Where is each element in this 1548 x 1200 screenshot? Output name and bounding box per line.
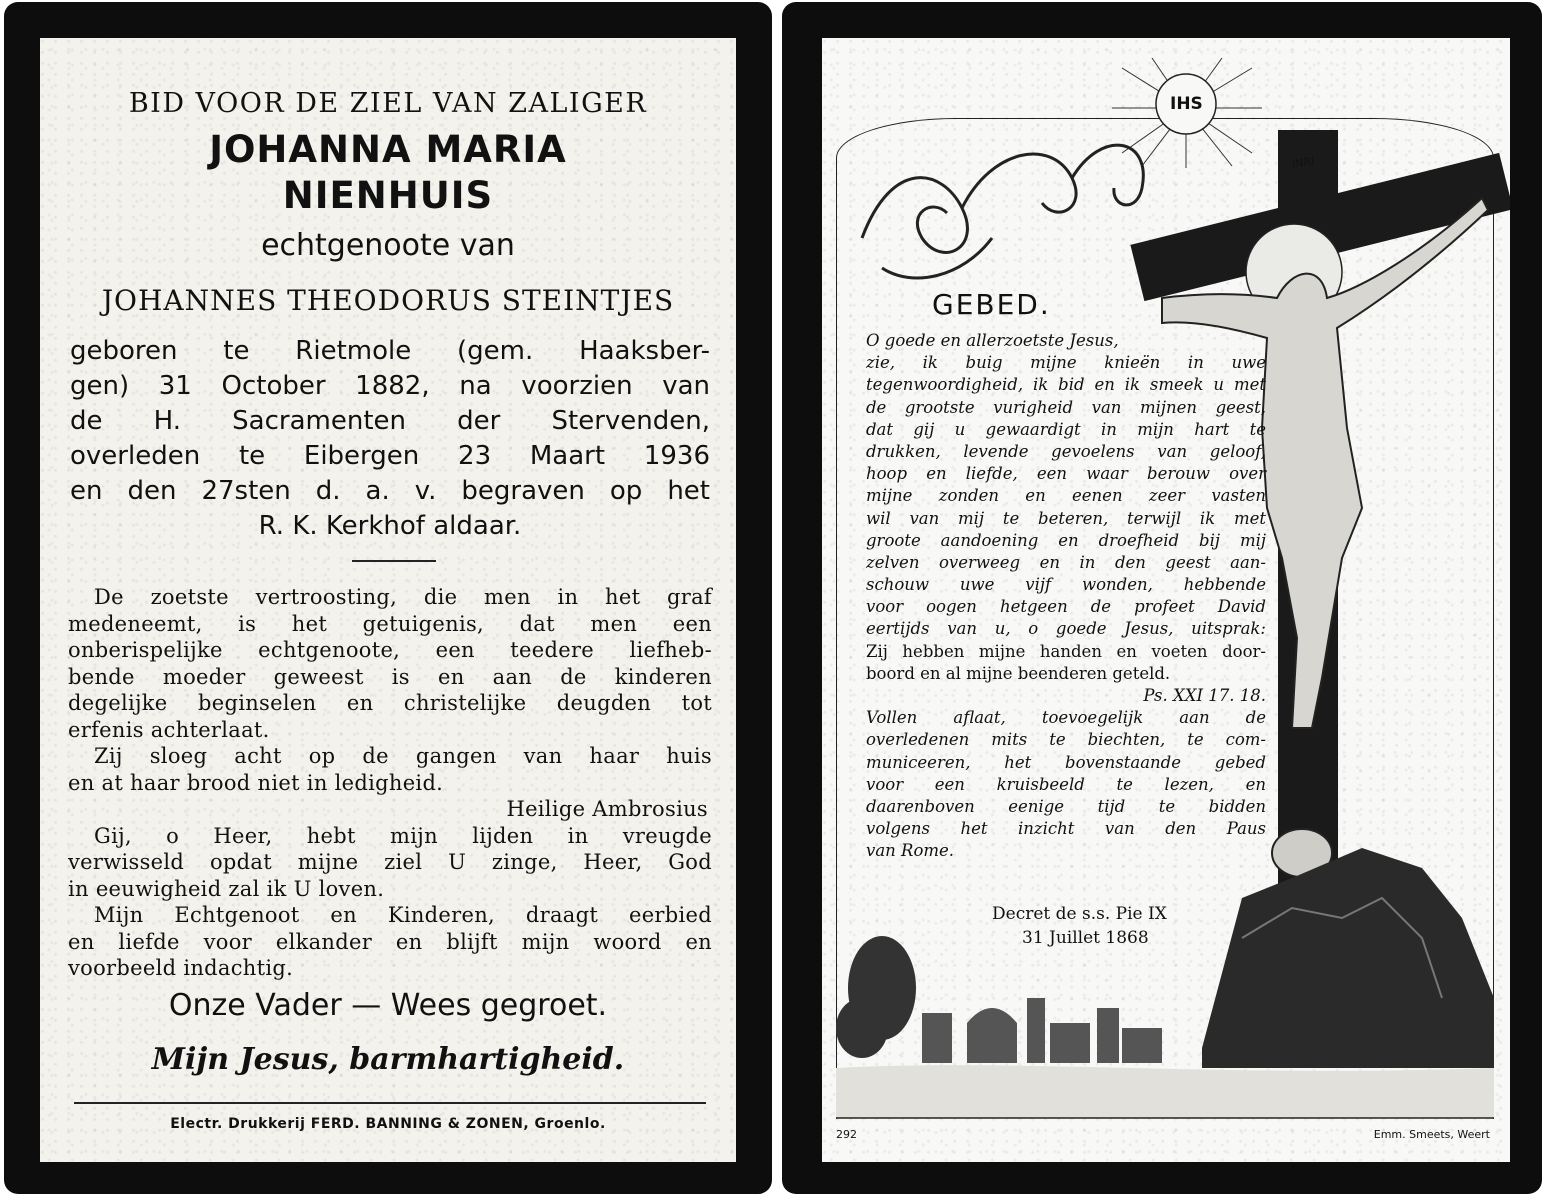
closing-prayer: Onze Vader — Wees gegroet. xyxy=(168,988,608,1023)
deceased-name-line1: JOHANNA MARIA xyxy=(209,128,567,171)
prayer-line: mijne zonden en eenen zeer vasten xyxy=(866,486,1266,506)
verse-line: bende moeder geweest is en aan de kinderen xyxy=(68,664,712,689)
tree-icon xyxy=(836,936,916,1058)
verse-line: Zij sloeg acht op de gangen van haar huis xyxy=(94,744,712,768)
card-front-paper xyxy=(40,38,736,1162)
biography-block xyxy=(70,334,710,544)
prayer-line: hoop en liefde, een waar berouw over xyxy=(866,464,1266,484)
prayer-line: tegenwoordigheid, ik bid en ik smeek u met xyxy=(866,375,1266,395)
deceased-name-line2: NIENHUIS xyxy=(282,174,494,217)
indulgence-line: overledenen mits te biechten, te com- xyxy=(866,730,1266,750)
indulgence-line: municeeren, het bovenstaande gebed xyxy=(866,752,1266,772)
plate-number: 292 xyxy=(836,1128,857,1141)
heading-prefix: BID VOOR DE ZIEL VAN ZALIGER xyxy=(128,88,648,119)
memorial-card-back xyxy=(782,2,1542,1194)
indulgence-line: volgens het inzicht van den Paus xyxy=(866,819,1266,839)
scroll-ornament-icon xyxy=(862,145,1143,278)
psalm-reference: Ps. XXI 17. 18. xyxy=(1143,686,1266,705)
indulgence-line: van Rome. xyxy=(866,841,955,861)
decree-date: 31 Juillet 1868 xyxy=(1022,928,1149,948)
divider xyxy=(352,560,436,562)
prayer-line: eertijds van u, o goede Jesus, uitsprak: xyxy=(866,619,1266,639)
engraver-credit: Emm. Smeets, Weert xyxy=(1373,1128,1490,1141)
spouse-name: JOHANNES THEODORUS STEINTJES xyxy=(101,284,675,317)
jerusalem-skyline-icon xyxy=(922,998,1162,1063)
footer-divider xyxy=(74,1102,706,1104)
rocky-hill-icon xyxy=(1202,848,1494,1068)
verse-line: degelijke beginselen en christelijke deugden tot xyxy=(68,691,712,715)
verse-attribution: Heilige Ambrosius xyxy=(506,797,708,821)
verse-line: medeneemt, is het getuigenis, dat men een xyxy=(68,611,712,636)
biography-line: de H. Sacramenten der Stervenden, xyxy=(70,406,710,436)
prayer-line: schouw uwe vijf wonden, hebbende xyxy=(866,575,1266,595)
inri-titulus: INRI xyxy=(1291,154,1316,171)
verse-line: erfenis achterlaat. xyxy=(68,717,270,742)
prayer-line: de grootste vurigheid van mijnen geest, xyxy=(866,397,1266,417)
decree-reference: Decret de s.s. Pie IX xyxy=(992,904,1167,924)
consolation-verses xyxy=(68,584,712,982)
memorial-card-front xyxy=(4,2,772,1194)
prayer-title: GEBED. xyxy=(932,288,1051,321)
verse-line: en at haar brood niet in ledigheid. xyxy=(68,770,444,795)
closing-invocation: Mijn Jesus, barmhartigheid. xyxy=(151,1042,625,1077)
card-back-paper xyxy=(822,38,1510,1162)
prayer-line: O goede en allerzoetste Jesus, xyxy=(866,331,1119,350)
prayer-line: zelven overweeg en in den geest aan- xyxy=(866,552,1266,572)
printer-credit: Electr. Drukkerij FERD. BANNING & ZONEN, Groenlo. xyxy=(170,1116,606,1132)
verse-line: en liefde voor elkander en blijft mijn woord en xyxy=(68,929,712,954)
verse-line: onberispelijke echtgenoote, een teedere liefheb- xyxy=(68,638,712,662)
prayer-line: dat gij u gewaardigt in mijn hart te xyxy=(866,419,1266,439)
spouse-label: echtgenoote van xyxy=(261,228,515,263)
prayer-line: groote aandoening en droefheid bij mij xyxy=(866,530,1266,550)
verse-line: verwisseld opdat mijne ziel U zinge, Heer, God xyxy=(68,850,712,874)
prayer-line: wil van mij te beteren, terwijl ik met xyxy=(866,508,1266,528)
biography-line: overleden te Eibergen 23 Maart 1936 xyxy=(70,441,710,471)
prayer-line: zie, ik buig mijne knieën in uwe xyxy=(866,353,1266,373)
indulgence-line: daarenboven eenige tijd te bidden xyxy=(866,796,1266,816)
verse-line: in eeuwigheid zal ik U loven. xyxy=(68,876,385,901)
biography-line: en den 27sten d. a. v. begraven op het xyxy=(70,476,710,506)
biography-line: geboren te Rietmole (gem. Haaksber- xyxy=(70,336,710,366)
indulgence-line: voor een kruisbeeld te lezen, en xyxy=(866,774,1266,794)
prayer-line: boord en al mijne beenderen geteld. xyxy=(866,663,1171,683)
biography-line: gen) 31 October 1882, na voorzien van xyxy=(70,371,710,401)
biography-line: R. K. Kerkhof aldaar. xyxy=(258,511,522,541)
verse-line: Gij, o Heer, hebt mijn lijden in vreugde xyxy=(94,823,712,848)
prayer-line: voor oogen hetgeen de profeet David xyxy=(866,597,1266,617)
verse-line: voorbeeld indachtig. xyxy=(68,956,294,980)
verse-line: Mijn Echtgenoot en Kinderen, draagt eerbied xyxy=(94,903,712,927)
prayer-text xyxy=(866,330,1266,863)
verse-line: De zoetste vertroosting, die men in het graf xyxy=(94,585,712,609)
ihs-monogram: IHS xyxy=(1170,94,1203,114)
prayer-line: Zij hebben mijne handen en voeten door- xyxy=(866,641,1266,661)
prayer-line: drukken, levende gevoelens van geloof, xyxy=(866,441,1266,461)
indulgence-line: Vollen aflaat, toevoegelijk aan de xyxy=(866,708,1266,728)
